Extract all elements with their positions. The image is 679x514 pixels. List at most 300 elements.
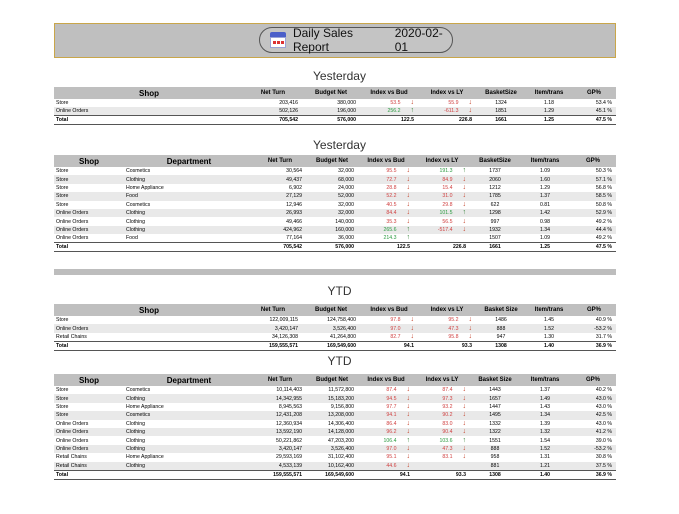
value-ib: 52.2 [386,193,397,200]
cell-net-turn: 4,533,139 [254,462,306,471]
arrow-down-icon: ↓ [410,332,414,340]
section-title-yesterday-department: Yesterday [313,138,366,152]
column-header: Basket Size [470,374,520,386]
cell-ib [360,316,418,324]
cell-basket-size: 1298 [470,209,520,217]
cell-basket-size: 1212 [489,184,501,191]
cell-department: Clothing [126,420,146,427]
cell-net-turn: 14,342,955 [254,394,306,402]
arrow-down-icon: ↓ [410,316,414,324]
cell-budget-net: 36,000 [338,235,354,242]
arrow-down-icon: ↓ [468,107,472,115]
cell-item-trans: 1.60 [520,175,570,183]
arrow-up-icon: ↑ [406,225,410,233]
arrow-down-icon: ↓ [462,386,466,394]
cell-net-turn: 159,555,571 [254,470,306,479]
cell-ily [414,411,470,419]
cell-basket-size: 881 [470,462,520,471]
cell-index-vs-ly: 93.3 [414,470,470,479]
cell-basket-size: 1447 [489,403,501,410]
cell-ib [358,428,414,436]
cell-budget-net: 160,000 [306,226,358,234]
value-ib: 265.6 [383,226,397,233]
arrow-down-icon: ↓ [462,175,466,183]
cell-shop: Store [56,403,69,410]
cell-ily [414,445,470,453]
cell-ily [414,226,470,234]
cell-ily [414,403,470,411]
value-ib: 86.4 [386,420,397,427]
arrow-down-icon: ↓ [406,394,410,402]
column-header: Index vs LY [414,374,470,386]
cell-gp: -53.2 % [570,445,616,453]
cell-ib [358,175,414,183]
cell-item-trans: 1.52 [520,445,570,453]
cell-basket-size: 1308 [470,470,520,479]
column-header: Budget Net [306,374,358,386]
column-header: Index vs Bud [358,374,414,386]
cell-department: Clothing [124,209,254,217]
value-ily: 103.6 [439,437,453,444]
cell-index-vs-bud: 94.1 [358,470,414,479]
ytd-shop-table [54,304,616,351]
table-row [54,184,616,192]
cell-net-turn: 203,416 [279,100,298,107]
arrow-down-icon: ↓ [406,217,410,225]
cell-ib [358,192,414,200]
cell-net-turn: 424,962 [254,226,306,234]
section-title-yesterday-shop: Yesterday [313,69,366,83]
cell-department: Cosmetics [126,201,151,208]
arrow-down-icon: ↓ [462,200,466,208]
cell-gp: 50.8 % [595,201,612,208]
column-header: Index vs LY [418,304,476,316]
cell-shop: Online Orders [56,235,89,242]
cell-basket-size: 1332 [489,420,501,427]
column-header: Item/trans [526,87,572,99]
table-row [54,420,616,428]
arrow-down-icon: ↓ [462,428,466,436]
cell-basket-size: 1324 [495,100,507,107]
cell-gp: 44.4 % [570,226,616,234]
cell-net-turn: 502,126 [244,107,302,116]
cell-basket-size: 1308 [476,341,526,350]
value-ib: 53.5 [390,100,401,107]
cell-gp: 53.4 % [595,100,612,107]
column-header: Department [124,374,254,386]
arrow-down-icon: ↓ [468,316,472,324]
cell-item-trans: 1.29 [526,107,572,116]
cell-shop: Store [56,201,69,208]
cell-net-turn: 49,466 [286,218,302,225]
section-title-ytd-shop: YTD [327,284,352,298]
value-ib: 40.5 [386,201,397,208]
cell-net-turn: 26,993 [254,209,306,217]
cell-budget-net: 32,000 [338,201,354,208]
cell-gp: 31.7 % [595,333,612,340]
arrow-down-icon: ↓ [406,200,410,208]
table-row [54,99,616,107]
cell-ib [358,445,414,453]
cell-ib [358,394,414,402]
cell-item-trans: 1.30 [543,333,555,340]
value-ily: 47.3 [442,445,453,452]
cell-department: Cosmetics [126,387,151,394]
cell-gp: 37.5 % [570,462,616,471]
cell-ib [358,234,414,243]
column-header: Budget Net [302,304,360,316]
cell-basket-size: 888 [470,445,520,453]
cell-shop: Online Orders [56,420,89,427]
cell-budget-net: 13,208,000 [306,411,358,419]
table-header-row [54,374,616,386]
value-ily: -517.4 [437,226,453,233]
cell-gp: -53.2 % [572,324,616,332]
cell-ib [360,107,418,116]
cell-basket-size: 997 [490,218,500,225]
arrow-down-icon: ↓ [462,183,466,191]
section-divider [54,269,616,275]
cell-item-trans: 0.81 [539,201,551,208]
cell-department: Clothing [124,175,254,183]
value-ily: 93.2 [442,403,453,410]
report-title: Daily Sales Report [292,26,353,54]
cell-net-turn: 8,945,563 [278,403,302,410]
cell-budget-net: 14,306,400 [328,420,354,427]
cell-item-trans: 1.09 [539,168,551,175]
arrow-down-icon: ↓ [406,192,410,200]
cell-net-turn: 12,360,934 [276,420,302,427]
cell-net-turn: 3,420,147 [244,324,302,332]
cell-budget-net: 576,000 [302,116,360,125]
table-row [54,107,616,116]
yesterday-shop-table [54,87,616,125]
cell-department: Clothing [126,437,146,444]
cell-gp: 58.5 % [570,192,616,200]
value-ily: 87.4 [442,387,453,394]
cell-shop: Online Orders [54,107,244,116]
total-row [54,470,616,479]
cell-ily [414,436,470,444]
cell-shop: Retail Chains [54,462,124,471]
cell-net-turn: 705,542 [244,116,302,125]
arrow-down-icon: ↓ [406,167,410,175]
value-ily: 29.8 [442,201,453,208]
cell-index-vs-bud: 94.1 [360,341,418,350]
cell-ily [418,107,476,116]
cell-budget-net: 52,000 [306,192,358,200]
cell-ily [414,453,470,461]
cell-shop: Online Orders [54,428,124,436]
table-row [54,403,616,411]
cell-department: Cosmetics [124,411,254,419]
cell-ily [414,462,470,471]
cell-department: Clothing [124,226,254,234]
table-header-row [54,155,616,167]
cell-ib [358,403,414,411]
cell-item-trans: 1.29 [539,184,551,191]
cell-net-turn: 29,593,169 [276,454,302,461]
calendar-icon [270,32,285,48]
column-header: Basket Size [476,304,526,316]
cell-shop: Online Orders [56,437,89,444]
cell-basket-size: 2060 [470,175,520,183]
table-row [54,394,616,402]
cell-item-trans: 1.42 [520,209,570,217]
arrow-down-icon: ↓ [406,402,410,410]
column-header: Budget Net [306,155,358,167]
cell-budget-net: 11,572,800 [328,387,354,394]
table-row [54,324,616,332]
cell-gp: 40.9 % [595,317,612,324]
cell-item-trans: 1.25 [520,243,570,252]
total-row [54,341,616,350]
column-header: Shop [54,155,124,167]
cell-budget-net: 169,549,600 [306,470,358,479]
cell-index-vs-ly: 226.8 [414,243,470,252]
cell-ib [360,324,418,332]
value-ib: 106.4 [383,437,397,444]
cell-budget-net: 3,526,400 [302,324,360,332]
arrow-down-icon: ↓ [462,394,466,402]
cell-shop: Total [54,341,244,350]
arrow-down-icon: ↓ [406,411,410,419]
value-ily: 15.4 [442,184,453,191]
arrow-down-icon: ↓ [462,411,466,419]
value-ib: 94.5 [386,395,397,402]
cell-shop: Store [56,317,69,324]
arrow-down-icon: ↓ [406,419,410,427]
cell-net-turn: 77,164 [286,235,302,242]
cell-ily [418,324,476,332]
cell-ib [358,226,414,234]
value-ily: 90.2 [442,412,453,419]
value-ily: 101.5 [439,210,453,217]
cell-shop: Online Orders [54,226,124,234]
cell-gp: 30.8 % [595,454,612,461]
cell-ily [414,167,470,175]
arrow-up-icon: ↑ [462,209,466,217]
cell-department [124,243,254,252]
cell-ily [414,428,470,436]
cell-net-turn: 12,946 [286,201,302,208]
value-ily: 191.3 [439,168,453,175]
column-header: BasketSize [470,155,520,167]
cell-net-turn: 34,126,308 [272,333,298,340]
cell-ib [358,453,414,461]
cell-gp: 47.5 % [572,116,616,125]
cell-ib [358,167,414,175]
value-ily: 47.3 [448,325,459,332]
arrow-down-icon: ↓ [462,192,466,200]
value-ib: 95.5 [386,168,397,175]
arrow-down-icon: ↓ [462,453,466,461]
cell-item-trans: 1.37 [539,387,551,394]
table-row [54,209,616,217]
value-ily: 97.3 [442,395,453,402]
table-header-row [54,304,616,316]
value-ib: 84.4 [386,210,397,217]
column-header: Department [124,155,254,167]
cell-shop: Store [54,411,124,419]
cell-ily [414,217,470,225]
cell-budget-net: 41,264,800 [330,333,356,340]
cell-item-trans: 1.54 [539,437,551,444]
value-ib: 97.8 [390,317,401,324]
cell-ily [414,184,470,192]
column-header: GP% [570,155,616,167]
cell-net-turn: 10,114,403 [276,387,302,394]
arrow-up-icon: ↑ [410,107,414,115]
cell-basket-size: 1322 [470,428,520,436]
cell-shop: Store [56,168,69,175]
cell-item-trans: 1.40 [520,470,570,479]
cell-item-trans: 1.40 [526,341,572,350]
value-ib: 256.2 [387,108,401,115]
column-header: Shop [54,304,244,316]
cell-department: Cosmetics [126,168,151,175]
table-row [54,175,616,183]
column-header: Index vs LY [414,155,470,167]
cell-budget-net: 380,000 [337,100,356,107]
value-ib: 35.3 [386,218,397,225]
cell-gp: 43.0 % [595,420,612,427]
cell-budget-net: 15,183,200 [306,394,358,402]
cell-budget-net: 576,000 [306,243,358,252]
arrow-down-icon: ↓ [406,453,410,461]
cell-budget-net: 47,203,200 [328,437,354,444]
cell-shop: Store [56,100,69,107]
table-row [54,333,616,342]
cell-shop: Total [54,116,244,125]
value-ib: 214.3 [383,235,397,242]
table-row [54,445,616,453]
yesterday-department-table [54,155,616,252]
cell-ily [414,386,470,394]
value-ily: 83.1 [442,454,453,461]
cell-basket-size: 958 [490,454,500,461]
value-ib: 96.2 [386,429,397,436]
cell-budget-net: 32,000 [338,168,354,175]
cell-basket-size: 1495 [470,411,520,419]
table-row [54,226,616,234]
cell-shop: Total [54,470,124,479]
value-ib: 97.7 [386,403,397,410]
cell-net-turn: 3,420,147 [254,445,306,453]
cell-net-turn: 50,221,862 [276,437,302,444]
column-header: Index vs LY [418,87,476,99]
table-row [54,436,616,444]
cell-gp: 36.9 % [572,341,616,350]
cell-net-turn: 49,437 [254,175,306,183]
cell-shop: Online Orders [54,445,124,453]
arrow-down-icon: ↓ [468,99,472,107]
cell-shop: Online Orders [56,218,89,225]
value-ily: 95.8 [448,333,459,340]
cell-gp: 39.0 % [595,437,612,444]
cell-item-trans: 1.39 [539,420,551,427]
cell-gp: 43.0 % [570,394,616,402]
arrow-down-icon: ↓ [410,99,414,107]
cell-gp: 49.2 % [595,218,612,225]
cell-item-trans: 1.52 [526,324,572,332]
cell-item-trans: 1.37 [520,192,570,200]
arrow-down-icon: ↓ [406,183,410,191]
cell-gp: 41.2 % [570,428,616,436]
arrow-down-icon: ↓ [406,428,410,436]
cell-department: Clothing [126,218,146,225]
cell-shop: Store [56,387,69,394]
total-row [54,116,616,125]
cell-ib [360,333,418,342]
cell-ib [358,386,414,394]
arrow-down-icon: ↓ [462,402,466,410]
cell-index-vs-ly: 226.8 [418,116,476,125]
cell-gp: 36.9 % [570,470,616,479]
value-ily: 95.2 [448,317,459,324]
cell-basket-size: 947 [496,333,506,340]
cell-ib [358,436,414,444]
cell-shop: Store [54,192,124,200]
cell-shop: Retail Chains [56,454,87,461]
table-row [54,316,616,324]
column-header: Item/trans [520,155,570,167]
cell-gp: 45.1 % [572,107,616,116]
cell-ily [414,209,470,217]
cell-ily [414,394,470,402]
value-ily: 90.4 [442,429,453,436]
table-row [54,167,616,175]
arrow-down-icon: ↓ [462,419,466,427]
cell-shop: Total [54,243,124,252]
cell-net-turn: 12,431,208 [254,411,306,419]
cell-basket-size: 1486 [495,317,507,324]
arrow-down-icon: ↓ [406,444,410,452]
value-ily: 83.0 [442,420,453,427]
cell-ily [418,316,476,324]
cell-gp: 50.3 % [595,168,612,175]
column-header: Net Turn [244,304,302,316]
cell-gp: 52.9 % [570,209,616,217]
cell-index-vs-bud: 122.5 [360,116,418,125]
cell-ib [358,201,414,209]
value-ib: 95.1 [386,454,397,461]
cell-net-turn: 6,902 [289,184,302,191]
cell-budget-net: 169,549,600 [302,341,360,350]
cell-basket-size: 888 [476,324,526,332]
cell-basket-size: 1932 [470,226,520,234]
cell-shop: Online Orders [54,209,124,217]
table-row [54,192,616,200]
cell-item-trans: 1.45 [543,317,555,324]
cell-net-turn: 30,564 [286,168,302,175]
table-row [54,386,616,394]
cell-basket-size: 1443 [489,387,501,394]
arrow-up-icon: ↑ [406,436,410,444]
table-row [54,462,616,471]
arrow-down-icon: ↓ [462,217,466,225]
value-ily: 31.0 [442,193,453,200]
cell-basket-size: 622 [490,201,500,208]
column-header: Net Turn [254,374,306,386]
cell-budget-net: 32,000 [306,209,358,217]
value-ib: 87.4 [386,387,397,394]
section-title-ytd-department: YTD [327,354,352,368]
column-header: Item/trans [526,304,572,316]
arrow-up-icon: ↑ [462,436,466,444]
arrow-down-icon: ↓ [468,324,472,332]
report-title-pill [259,27,453,53]
